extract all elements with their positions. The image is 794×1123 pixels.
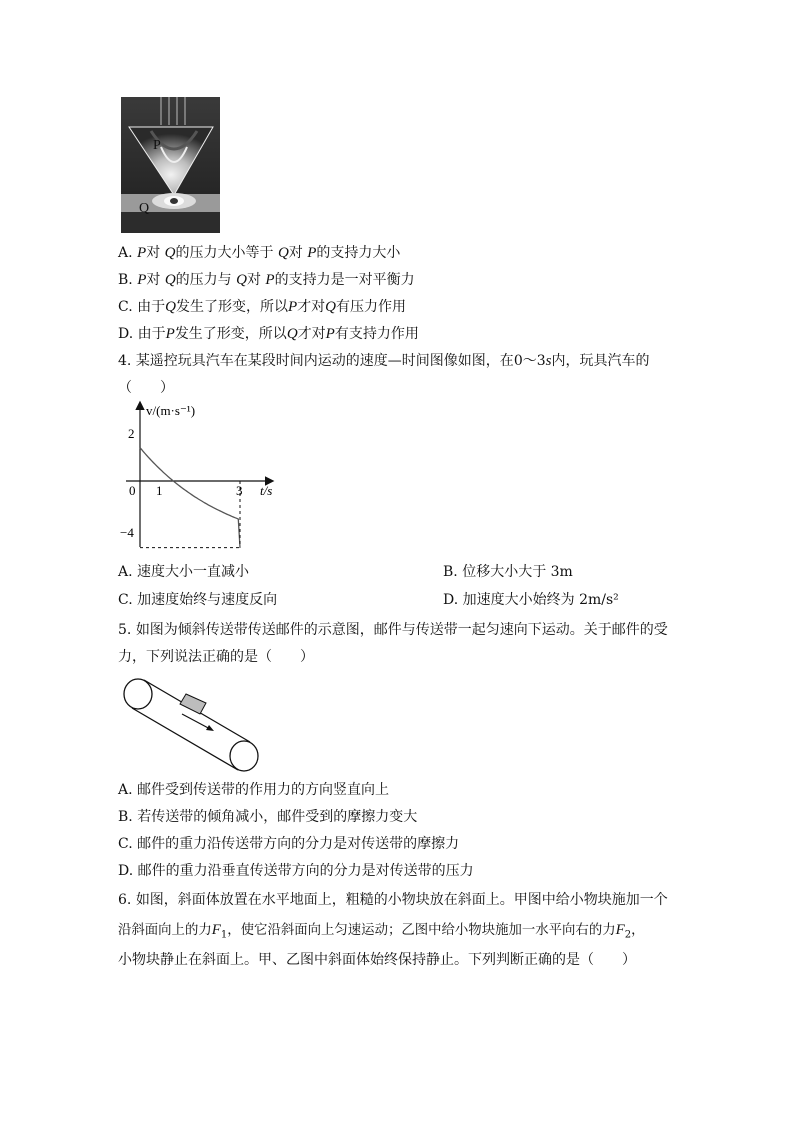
x-tick-3: 3 xyxy=(236,483,243,498)
q4-option-c: C. 加速度始终与速度反向 xyxy=(118,592,278,608)
label-q: Q xyxy=(139,201,150,216)
y-tick-minus4: −4 xyxy=(120,525,134,540)
force-f2: F xyxy=(615,922,625,938)
q5-option-b: B. 若传送带的倾角减小，邮件受到的摩擦力变大 xyxy=(118,809,418,825)
q3-option-a: A. P对 Q的压力大小等于 Q对 P的支持力大小 xyxy=(118,245,401,261)
velocity-curve xyxy=(140,448,240,548)
q4-option-d: D. 加速度大小始终为 2m/s² xyxy=(443,592,619,608)
x-axis-label: t/s xyxy=(260,483,273,498)
belt-bottom-edge xyxy=(132,708,238,770)
q5-stem-line2: 力，下列说法正确的是（ ） xyxy=(118,649,314,665)
x-tick-1: 1 xyxy=(156,483,163,498)
conveyor-belt-figure xyxy=(118,672,268,777)
y-axis-label: v/(m·s⁻¹) xyxy=(146,403,196,418)
q6-stem-line1: 6. 如图，斜面体放置在水平地面上，粗糙的小物块放在斜面上。甲图中给小物块施加一个 xyxy=(118,892,668,908)
vt-graph xyxy=(118,395,288,555)
photoelastic-photo xyxy=(121,97,220,233)
q4-option-b: B. 位移大小大于 3m xyxy=(443,564,573,580)
lower-roller xyxy=(230,741,258,771)
q5-option-c: C. 邮件的重力沿传送带方向的分力是对传送带的摩擦力 xyxy=(118,836,460,852)
q4-stem: 4. 某遥控玩具汽车在某段时间内运动的速度—时间图像如图，在0～3s内，玩具汽车的 xyxy=(118,353,650,369)
q6-stem-line3: 小物块静止在斜面上。甲、乙图中斜面体始终保持静止。下列判断正确的是（ ） xyxy=(118,952,636,968)
origin-label: 0 xyxy=(129,483,136,498)
q5-option-a: A. 邮件受到传送带的作用力的方向竖直向上 xyxy=(118,782,390,798)
q5-option-d: D. 邮件的重力沿垂直传送带方向的分力是对传送带的压力 xyxy=(118,863,474,879)
upper-roller xyxy=(124,679,152,709)
q3-option-d: D. 由于P发生了形变，所以Q才对P有支持力作用 xyxy=(118,326,419,342)
q4-answer-paren: （ ） xyxy=(118,380,174,396)
q3-option-b: B. P对 Q的压力与 Q对 P的支持力是一对平衡力 xyxy=(118,272,415,288)
mail-parcel xyxy=(180,694,206,714)
y-tick-2: 2 xyxy=(128,426,135,441)
force-f1: F xyxy=(211,922,221,938)
q5-stem-line1: 5. 如图为倾斜传送带传送邮件的示意图，邮件与传送带一起匀速向下运动。关于邮件的受 xyxy=(118,622,668,638)
label-p: P xyxy=(153,138,161,153)
q4-option-a: A. 速度大小一直减小 xyxy=(118,564,250,580)
q3-option-c: C. 由于Q发生了形变，所以P才对Q有压力作用 xyxy=(118,299,406,315)
q6-stem-line2: 沿斜面向上的力$F_1$，使它沿斜面向上匀速运动；乙图中给小物块施加一水平向右的力$F_2$， xyxy=(118,922,645,941)
